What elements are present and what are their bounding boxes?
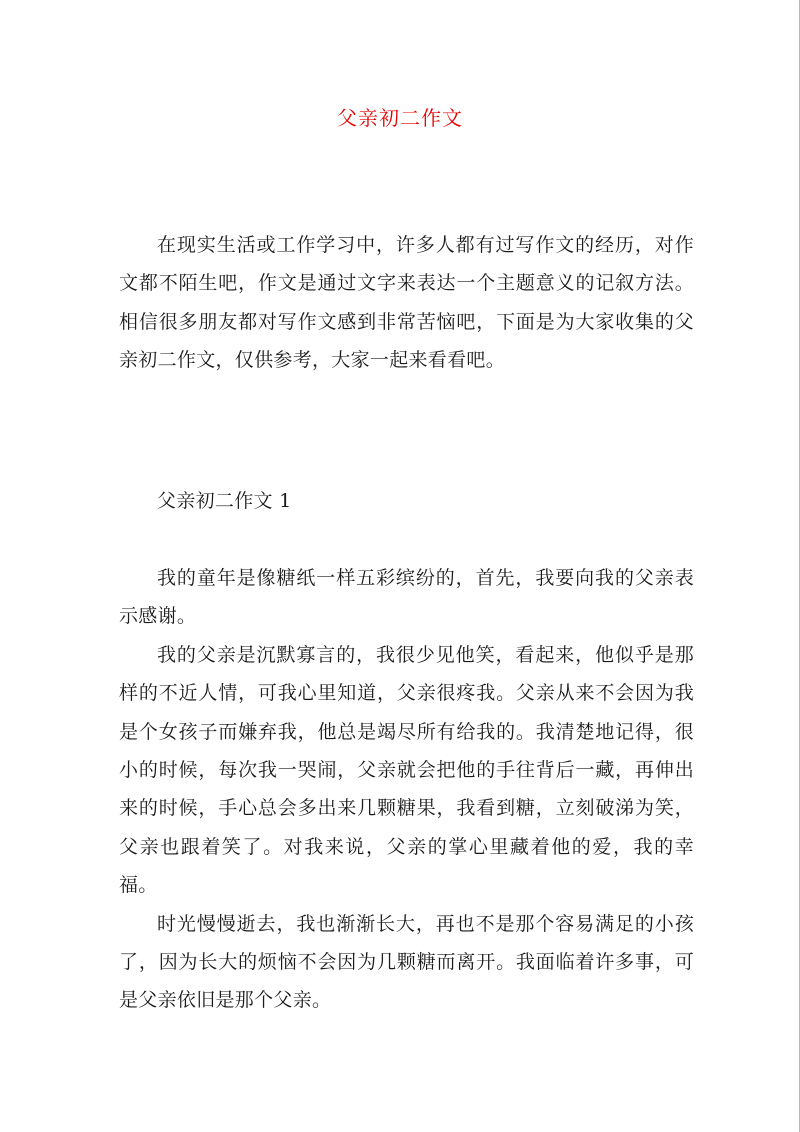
essay-body (119, 559, 694, 1020)
intro-section (119, 226, 694, 380)
intro-paragraph: 在现实生活或工作学习中，许多人都有过写作文的经历，对作文都不陌生吧，作文是通过文字来表达一个主题意义的记叙方法。相信很多朋友都对写作文感到非常苦恼吧，下面是为大家收集的父亲初二作文，仅供参考，大家一起来看看吧。 (119, 234, 694, 372)
body-paragraph-3: 时光慢慢逝去，我也渐渐长大，再也不是那个容易满足的小孩了，因为长大的烦恼不会因为几颗糖而离开。我面临着许多事，可是父亲依旧是那个父亲。 (119, 912, 694, 1012)
document-title: 父亲初二作文 (337, 106, 463, 130)
section-heading: 父亲初二作文 1 (157, 490, 292, 512)
body-paragraph-1: 我的童年是像糖纸一样五彩缤纷的，首先，我要向我的父亲表示感谢。 (119, 567, 694, 628)
body-paragraph-2: 我的父亲是沉默寡言的，我很少见他笑，看起来，他似乎是那样的不近人情，可我心里知道，父亲很疼我。父亲从来不会因为我是个女孩子而嫌弃我，他总是竭尽所有给我的。我清楚地记得，很小的时候，每次我一哭闹，父亲就会把他的手往背后一藏，再伸出来的时候，手心总会多出来几颗糖果，我看到糖，立刻破涕为笑，父亲也跟着笑了。对我来说，父亲的掌心里藏着他的爱，我的幸福。 (119, 643, 694, 897)
